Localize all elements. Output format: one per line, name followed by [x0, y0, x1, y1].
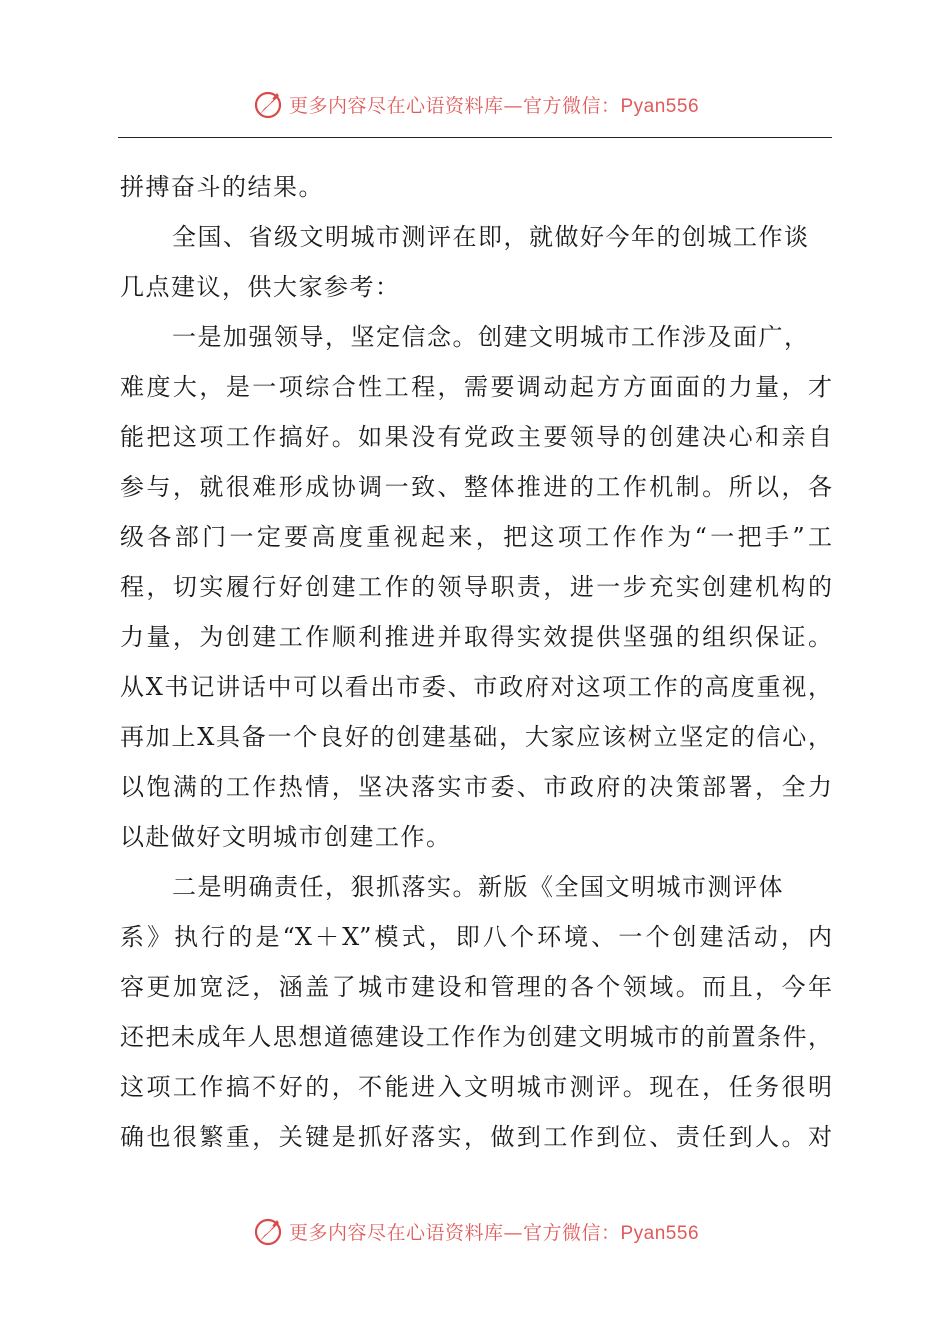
- footer-banner-cn: 更多内容尽在心语资料库—官方微信：: [288, 1221, 621, 1244]
- text-line: 从X书记讲话中可以看出市委、市政府对这项工作的高度重视，: [120, 673, 832, 701]
- text-line: 二是明确责任，狠抓落实。新版《全国文明城市测评体: [172, 873, 784, 901]
- text-line: 能把这项工作搞好。如果没有党政主要领导的创建决心和亲自: [120, 423, 832, 451]
- body-text: [120, 162, 832, 1162]
- text-line: 程，切实履行好创建工作的领导职责，进一步充实创建机构的: [120, 573, 832, 601]
- header-banner-cn: 更多内容尽在心语资料库—官方微信：: [288, 94, 621, 117]
- text-line: 参与，就很难形成协调一致、整体推进的工作机制。所以，各: [120, 473, 832, 501]
- header-rule: [118, 137, 832, 138]
- footer-banner: [0, 1211, 950, 1251]
- text-line: 系》执行的是“X＋X”模式，即八个环境、一个创建活动，内: [120, 923, 832, 951]
- text-line: 还把未成年人思想道德建设工作作为创建文明城市的前置条件，: [120, 1023, 832, 1051]
- footer-banner-text: [289, 1218, 699, 1245]
- text-line: 以饱满的工作热情，坚决落实市委、市政府的决策部署，全力: [120, 773, 832, 801]
- text-line: 这项工作搞不好的，不能进入文明城市测评。现在，任务很明: [120, 1073, 832, 1101]
- quill-logo-icon: [251, 1214, 285, 1248]
- text-line: 一是加强领导，坚定信念。创建文明城市工作涉及面广，: [172, 323, 810, 351]
- header-banner-id: Pyan556: [620, 95, 700, 117]
- header-banner: [0, 84, 950, 124]
- quill-logo-icon: [251, 87, 285, 121]
- footer-banner-id: Pyan556: [620, 1222, 700, 1244]
- header-banner-text: [289, 91, 699, 118]
- text-line: 力量，为创建工作顺利推进并取得实效提供坚强的组织保证。: [120, 623, 832, 651]
- text-line: 几点建议，供大家参考：: [120, 273, 401, 301]
- text-line: 级各部门一定要高度重视起来，把这项工作作为“一把手”工: [120, 523, 832, 551]
- text-line: 难度大，是一项综合性工程，需要调动起方方面面的力量，才: [120, 373, 832, 401]
- text-line: 确也很繁重，关键是抓好落实，做到工作到位、责任到人。对: [120, 1123, 832, 1151]
- text-line: 拼搏奋斗的结果。: [120, 173, 324, 201]
- text-line: 容更加宽泛，涵盖了城市建设和管理的各个领域。而且，今年: [120, 973, 832, 1001]
- text-line: 再加上X具备一个良好的创建基础，大家应该树立坚定的信心，: [120, 723, 832, 751]
- text-line: 以赴做好文明城市创建工作。: [120, 823, 452, 851]
- text-line: 全国、省级文明城市测评在即，就做好今年的创城工作谈: [172, 223, 810, 251]
